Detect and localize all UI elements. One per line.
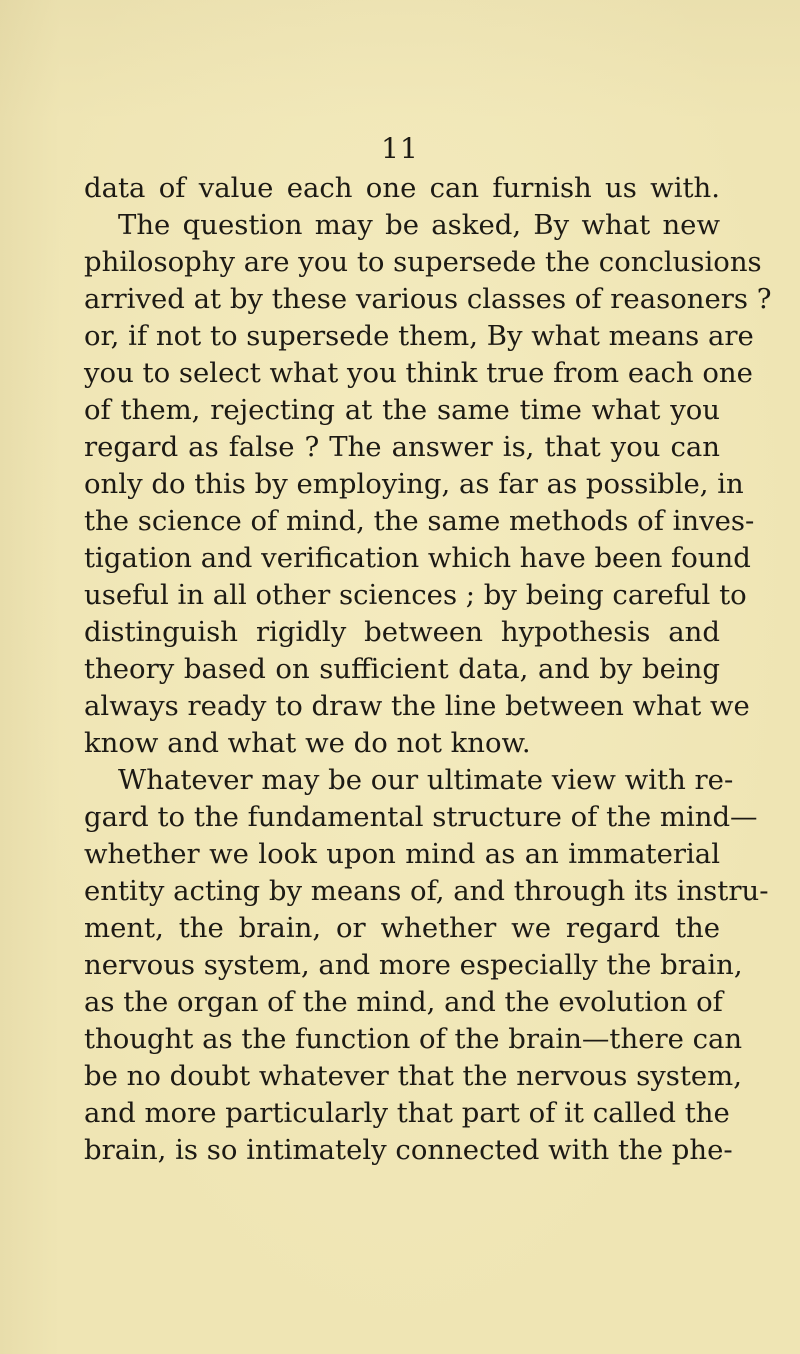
text-line: useful in all other sciences ; by being careful to	[84, 579, 747, 611]
text-line: know and what we do not know.	[84, 727, 531, 759]
body-text	[84, 170, 772, 1169]
text-line: and more particularly that part of it called the	[84, 1097, 730, 1129]
text-line: theory based on sufficient data, and by being	[84, 653, 720, 685]
text-line: of them, rejecting at the same time what you	[84, 394, 720, 426]
text-line: The question may be asked, By what new	[118, 209, 720, 241]
text-line: brain, is so intimately connected with the phe-	[84, 1134, 733, 1166]
text-line: as the organ of the mind, and the evolution of	[84, 986, 723, 1018]
text-line: arrived at by these various classes of reasoners ?	[84, 283, 772, 315]
text-line: entity acting by means of, and through its instru-	[84, 875, 769, 907]
text-line: or, if not to supersede them, By what means are	[84, 320, 754, 352]
text-line: thought as the function of the brain—there can	[84, 1023, 743, 1055]
text-line: nervous system, and more especially the brain,	[84, 949, 743, 981]
text-line: only do this by employing, as far as possible, in	[84, 468, 744, 500]
page-number: 11	[381, 132, 419, 165]
text-line: the science of mind, the same methods of inves-	[84, 505, 755, 537]
text-line: data of value each one can furnish us with.	[84, 172, 720, 204]
text-line: always ready to draw the line between what we	[84, 690, 750, 722]
text-line: Whatever may be our ultimate view with re-	[118, 764, 734, 796]
text-line: whether we look upon mind as an immaterial	[84, 838, 720, 870]
text-line: philosophy are you to supersede the conclusions	[84, 246, 762, 278]
text-line: tigation and verification which have been found	[84, 542, 751, 574]
text-line: be no doubt whatever that the nervous system,	[84, 1060, 742, 1092]
text-line: regard as false ? The answer is, that you can	[84, 431, 720, 463]
text-line: you to select what you think true from each one	[84, 357, 753, 389]
text-line: gard to the fundamental structure of the mind—	[84, 801, 758, 833]
text-line: ment, the brain, or whether we regard the	[84, 912, 720, 944]
text-line: distinguish rigidly between hypothesis and	[84, 616, 720, 648]
